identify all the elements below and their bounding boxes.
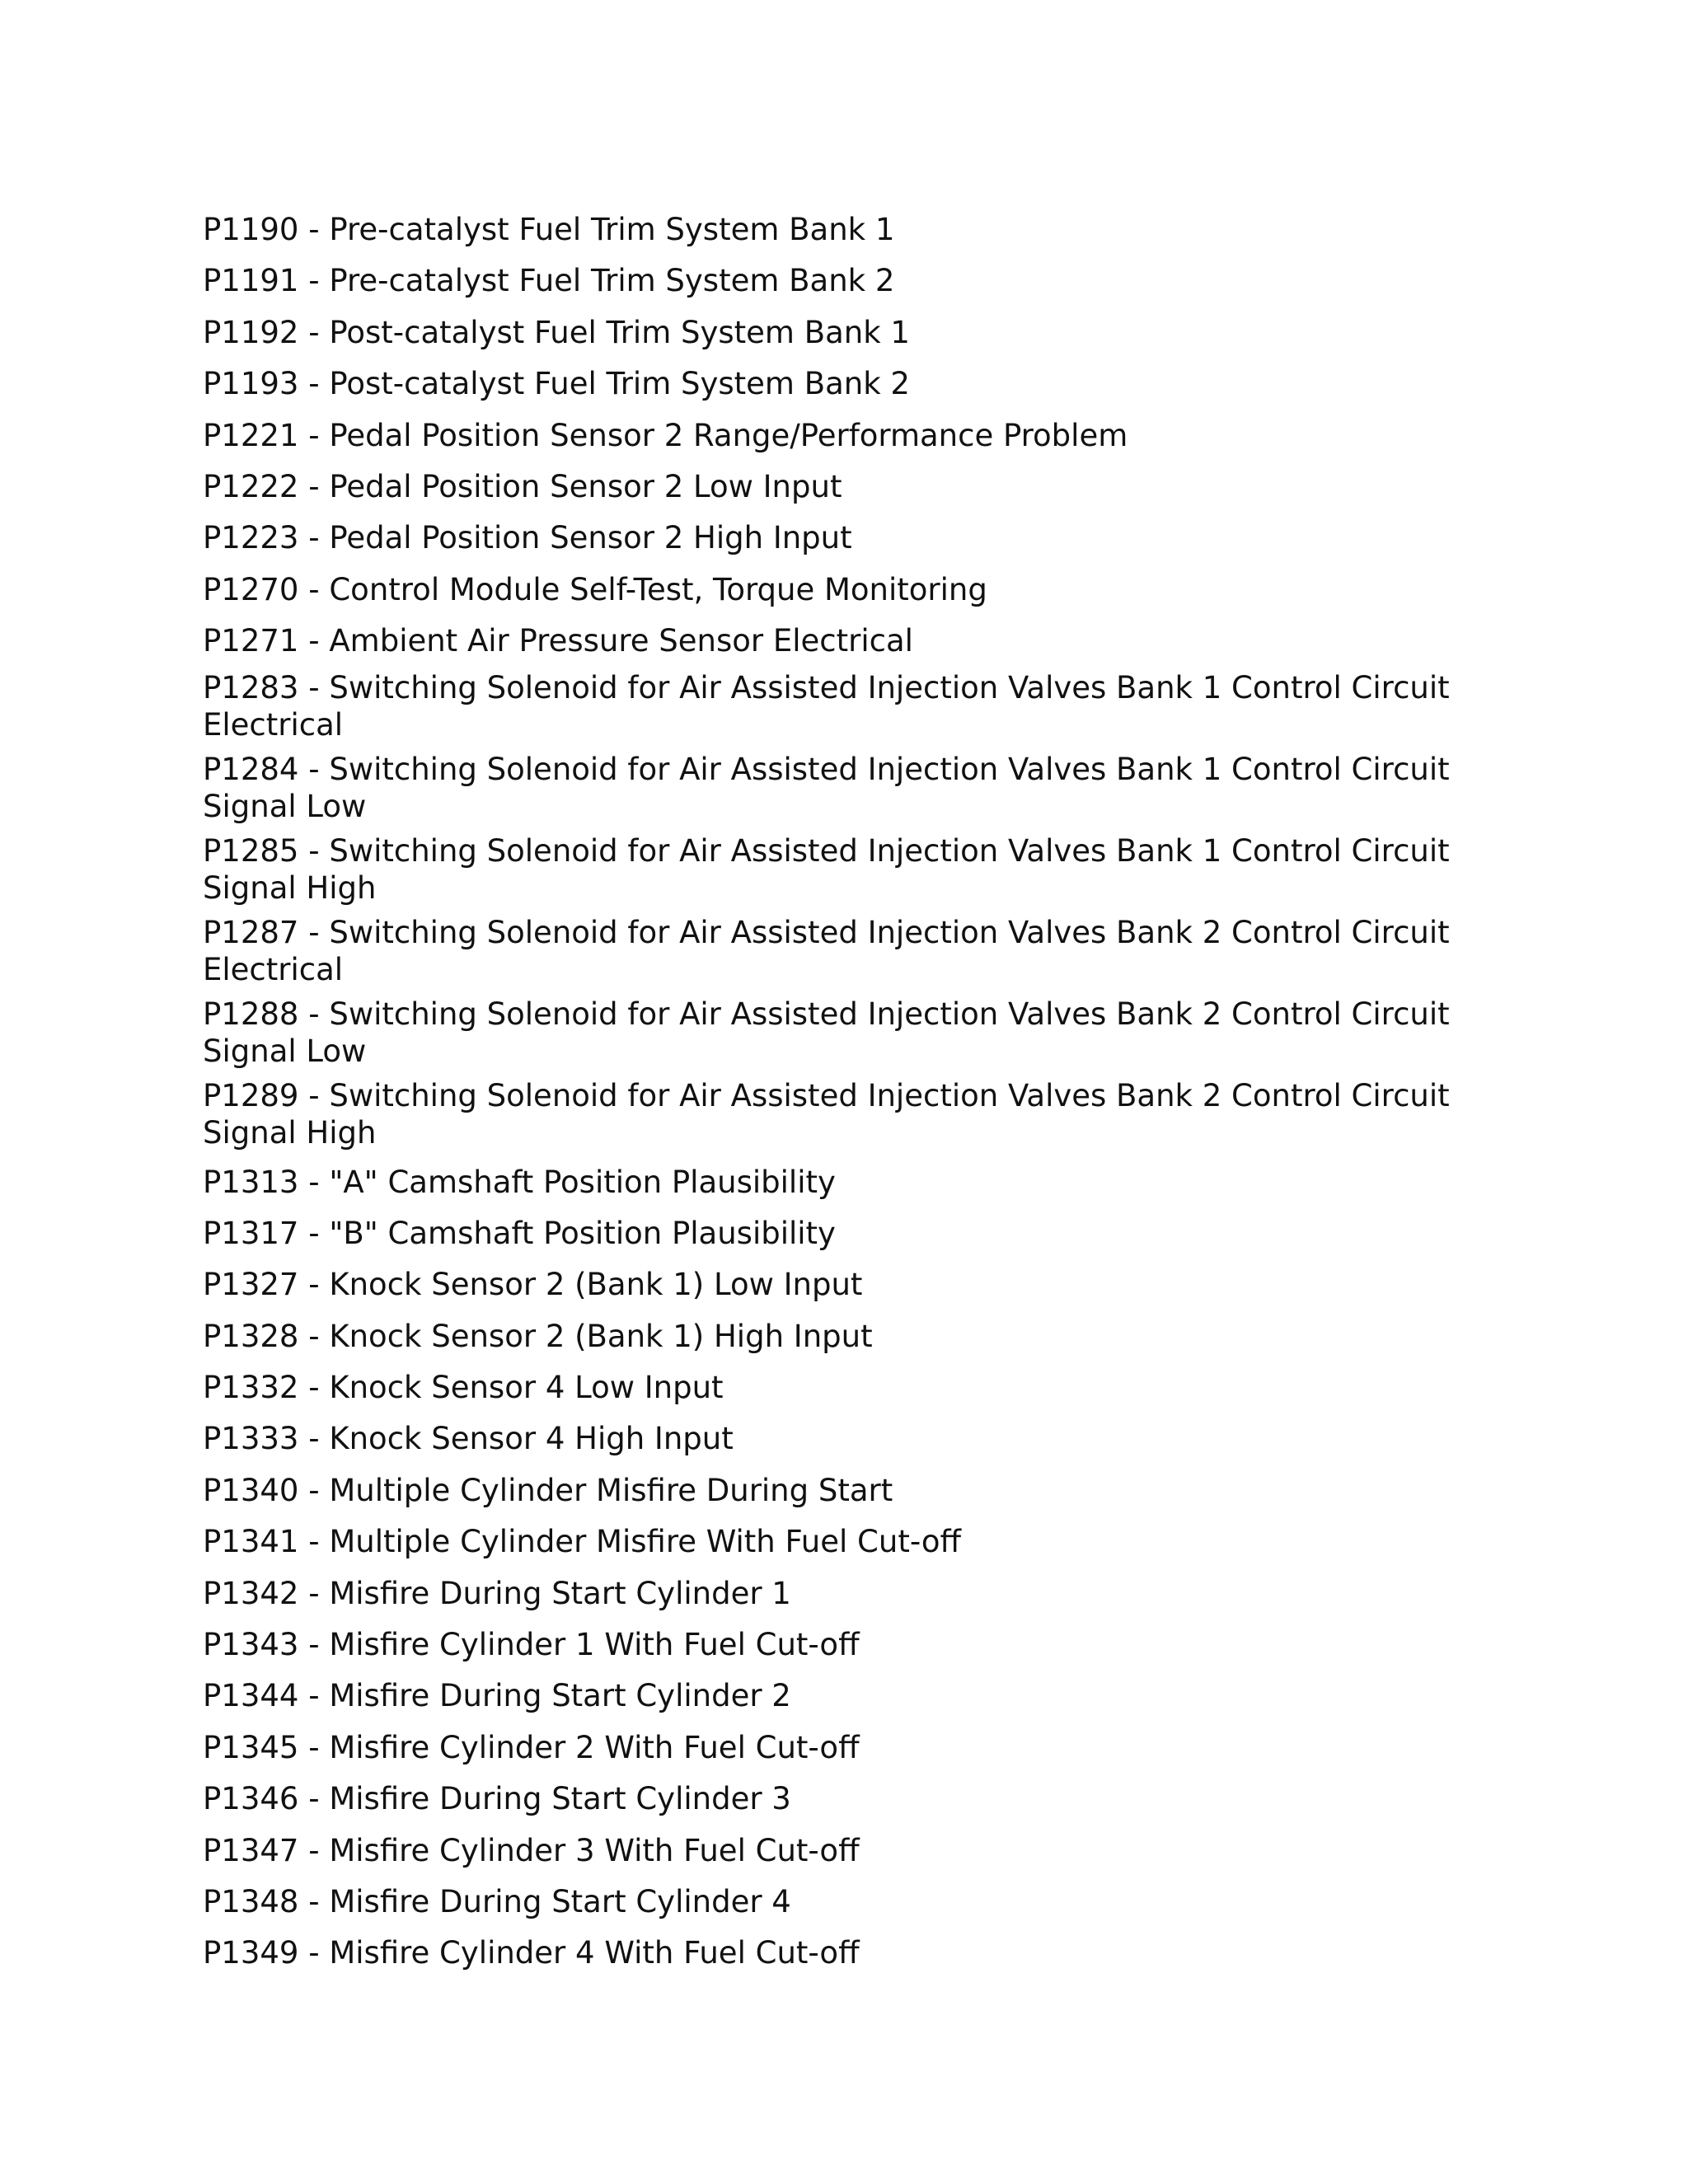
code-item: P1341 - Multiple Cylinder Misfire With Fuel Cut-off bbox=[203, 1524, 961, 1560]
code-item: P1190 - Pre-catalyst Fuel Trim System Bank 1 bbox=[203, 212, 895, 247]
code-item: P1332 - Knock Sensor 4 Low Input bbox=[203, 1370, 724, 1406]
code-item: P1221 - Pedal Position Sensor 2 Range/Performance Problem bbox=[203, 417, 1128, 453]
code-item: P1348 - Misfire During Start Cylinder 4 bbox=[203, 1883, 791, 1919]
code-item: P1343 - Misfire Cylinder 1 With Fuel Cut-off bbox=[203, 1627, 860, 1663]
code-item: P1327 - Knock Sensor 2 (Bank 1) Low Input bbox=[203, 1267, 863, 1303]
code-item: P1285 - Switching Solenoid for Air Assisted Injection Valves Bank 1 Control Circuit Signal High bbox=[203, 832, 1450, 906]
code-item: P1328 - Knock Sensor 2 (Bank 1) High Input bbox=[203, 1318, 873, 1354]
code-item: P1313 - "A" Camshaft Position Plausibility bbox=[203, 1164, 836, 1200]
code-item: P1349 - Misfire Cylinder 4 With Fuel Cut-off bbox=[203, 1935, 860, 1971]
code-item: P1333 - Knock Sensor 4 High Input bbox=[203, 1421, 734, 1457]
code-item: P1340 - Multiple Cylinder Misfire During Start bbox=[203, 1472, 893, 1508]
code-item: P1288 - Switching Solenoid for Air Assisted Injection Valves Bank 2 Control Circuit Signal Low bbox=[203, 996, 1450, 1069]
code-item: P1223 - Pedal Position Sensor 2 High Input bbox=[203, 520, 852, 556]
code-item: P1191 - Pre-catalyst Fuel Trim System Bank 2 bbox=[203, 263, 895, 299]
code-item: P1287 - Switching Solenoid for Air Assisted Injection Valves Bank 2 Control Circuit Electrical bbox=[203, 914, 1450, 987]
code-item: P1346 - Misfire During Start Cylinder 3 bbox=[203, 1781, 791, 1817]
code-item: P1270 - Control Module Self-Test, Torque Monitoring bbox=[203, 571, 987, 607]
diagnostic-code-list bbox=[203, 204, 1489, 1980]
code-item: P1342 - Misfire During Start Cylinder 1 bbox=[203, 1575, 791, 1611]
code-item: P1317 - "B" Camshaft Position Plausibility bbox=[203, 1215, 836, 1251]
code-item: P1283 - Switching Solenoid for Air Assisted Injection Valves Bank 1 Control Circuit Electrical bbox=[203, 669, 1450, 743]
code-item: P1345 - Misfire Cylinder 2 With Fuel Cut-off bbox=[203, 1729, 860, 1765]
code-item: P1284 - Switching Solenoid for Air Assisted Injection Valves Bank 1 Control Circuit Signal Low bbox=[203, 751, 1450, 824]
code-item: P1347 - Misfire Cylinder 3 With Fuel Cut-off bbox=[203, 1832, 860, 1868]
code-item: P1271 - Ambient Air Pressure Sensor Electrical bbox=[203, 623, 913, 659]
code-item: P1344 - Misfire During Start Cylinder 2 bbox=[203, 1678, 791, 1714]
code-item: P1192 - Post-catalyst Fuel Trim System Bank 1 bbox=[203, 314, 910, 350]
code-item: P1289 - Switching Solenoid for Air Assisted Injection Valves Bank 2 Control Circuit Signal High bbox=[203, 1077, 1450, 1151]
code-item: P1193 - Post-catalyst Fuel Trim System Bank 2 bbox=[203, 366, 910, 402]
code-item: P1222 - Pedal Position Sensor 2 Low Input bbox=[203, 468, 842, 504]
